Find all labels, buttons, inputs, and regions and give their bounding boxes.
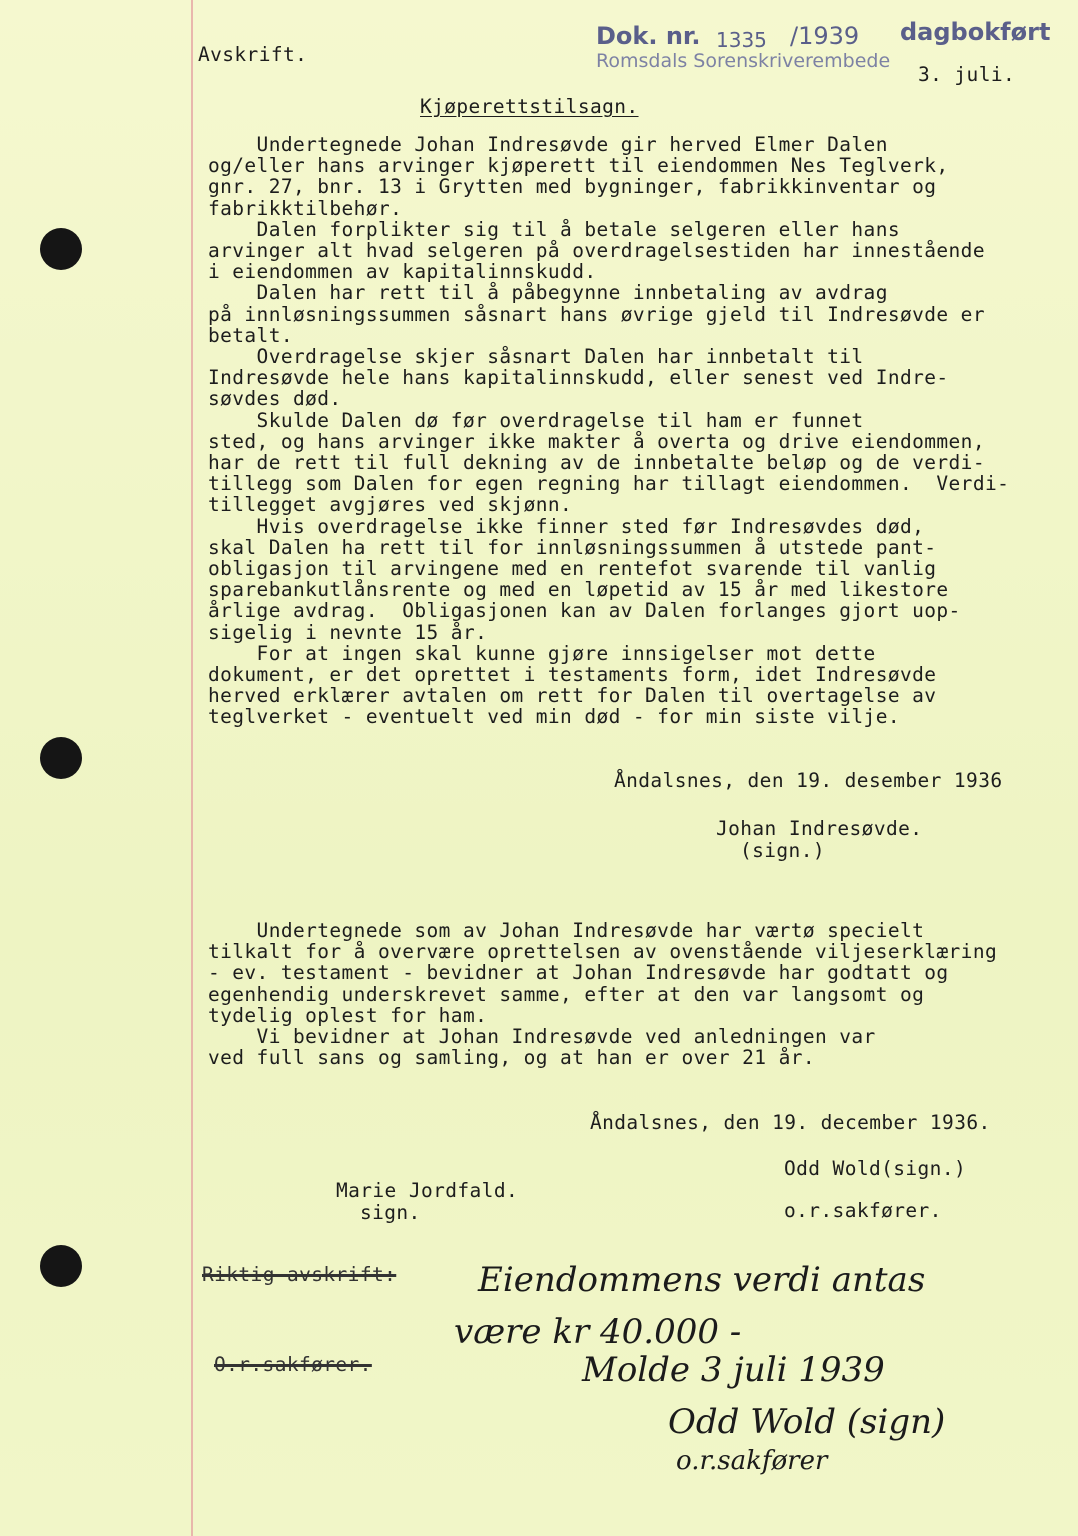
text-line: sted, og hans arvinger ikke makter å overta og drive eiendommen, [208,429,985,453]
stamp-doc-number: 1335 [716,28,767,52]
text-line: og/eller hans arvinger kjøperett til eiendommen Nes Teglverk, [208,154,949,178]
text-line: Vi bevidner at Johan Indresøvde ved anledningen var [208,1025,876,1048]
handwriting-line: Odd Wold (sign) [668,1402,946,1442]
punch-hole [40,737,82,779]
struck-riktig-avskrift: Riktig avskrift: [202,1263,397,1286]
punch-hole [40,228,82,270]
text-line: tilkalt for å overvære oprettelsen av ovenstående viljeserklæring [208,940,998,964]
margin-line [191,0,193,1536]
text-line: dokument, er det oprettet i testaments form, idet Indresøvde [208,663,937,686]
text-line: betalt. [208,323,293,347]
place-date-1: Åndalsnes, den 19. desember 1936 [614,769,1003,792]
text-line: - ev. testament - bevidner at Johan Indresøvde har godtatt og [208,961,949,985]
stamp-office: Romsdals Sorenskriverembede [596,50,891,72]
text-line: herved erklærer avtalen om rett for Dalen til overtagelse av [208,684,937,708]
struck-sakforer: O.r.sakfører. [214,1353,372,1376]
text-line: For at ingen skal kunne gjøre innsigelser mot dette [208,641,876,665]
text-line: teglverket - eventuelt ved min død - for min siste vilje. [208,705,900,729]
text-line: sigelig i nevnte 15 år. [208,620,488,644]
text-line: ved full sans og samling, og at han er over 21 år. [208,1046,815,1070]
witness-right-title: o.r.sakfører. [784,1199,942,1222]
stamp-year: /1939 [790,22,860,50]
text-line: Dalen forplikter sig til å betale selgeren eller hans [208,217,900,241]
witness-right-name: Odd Wold(sign.) [784,1157,967,1180]
text-line: tillegget avgjøres ved skjønn. [208,493,573,517]
handwriting-line: o.r.sakfører [676,1446,828,1476]
text-line: sparebankutlånsrente og med en løpetid av 15 år med likestore [208,578,949,602]
text-line: har de rett til full dekning av de innbetalte beløp og de verdi- [208,451,985,474]
handwriting-line: Molde 3 juli 1939 [582,1350,885,1390]
witness-left-name: Marie Jordfald. [336,1179,519,1202]
document-title: Kjøperettstilsagn. [420,95,639,118]
text-line: Skulde Dalen dø før overdragelse til ham er funnet [208,408,864,432]
text-line: fabrikktilbehør. [208,196,403,220]
text-line: Dalen har rett til å påbegynne innbetaling av avdrag [208,281,888,305]
handwriting-line: Eiendommens verdi antas [478,1260,926,1300]
place-date-2: Åndalsnes, den 19. december 1936. [590,1111,991,1134]
text-line: på innløsningssummen såsnart hans øvrige gjeld til Indresøvde er [208,302,985,326]
text-line: årlige avdrag. Obligasjonen kan av Dalen forlanges gjort uop- [208,599,961,623]
text-line: Undertegnede Johan Indresøvde gir herved Elmer Dalen [208,133,888,156]
text-line: Overdragelse skjer såsnart Dalen har innbetalt til [208,345,864,368]
stamp-date: 3. juli. [918,63,1016,86]
stamp-registered: dagbokført [900,18,1051,46]
avskrift-label: Avskrift. [198,43,308,66]
text-line: tydelig oplest for ham. [208,1003,488,1027]
text-line: tillegg som Dalen for egen regning har tillagt eiendommen. Verdi- [208,472,1010,496]
witness-left-sign: sign. [360,1201,421,1224]
text-line: Undertegnede som av Johan Indresøvde har værtø specielt [208,919,925,942]
text-line: i eiendommen av kapitalinnskudd. [208,260,597,284]
text-line: gnr. 27, bnr. 13 i Grytten med bygninger, fabrikkinventar og [208,175,937,199]
punch-hole [40,1245,82,1287]
handwriting-line: være kr 40.000 - [454,1312,742,1352]
text-line: obligasjon til arvingene med en rentefot svarende til vanlig [208,557,937,580]
signer-name: Johan Indresøvde. [716,817,923,840]
text-line: søvdes død. [208,387,342,411]
text-line: Hvis overdragelse ikke finner sted før Indresøvdes død, [208,514,925,538]
text-line: Indresøvde hele hans kapitalinnskudd, eller senest ved Indre- [208,366,949,390]
text-line: egenhendig underskrevet samme, efter at den var langsomt og [208,982,925,1006]
stamp-doc-label: Dok. nr. [596,22,701,50]
text-line: arvinger alt hvad selgeren på overdragelsestiden har innestående [208,239,985,262]
signer-sign: (sign.) [740,839,825,862]
text-line: skal Dalen ha rett til for innløsningssummen å utstede pant- [208,535,937,559]
